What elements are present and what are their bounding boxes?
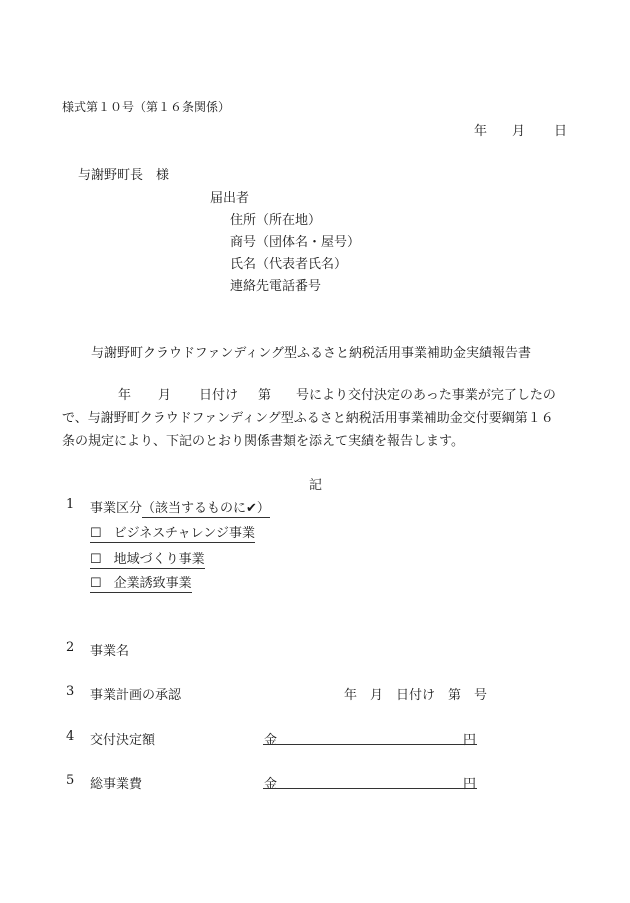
item4-label: 交付決定額 xyxy=(90,733,156,748)
item5-kin: 金 xyxy=(264,777,278,792)
item5-number: 5 xyxy=(66,773,75,788)
body-day: 日付け xyxy=(199,388,239,403)
applicant-label: 届出者 xyxy=(210,191,250,206)
category-community[interactable] xyxy=(90,548,205,567)
body-no-prefix: 第 xyxy=(258,388,272,403)
applicant-address: 住所（所在地） xyxy=(230,213,322,228)
applicant-trade-name: 商号（団体名・屋号） xyxy=(230,235,361,250)
item3-label: 事業計画の承認 xyxy=(90,688,182,703)
checkbox-icon[interactable]: ☐ xyxy=(90,552,102,567)
date-day: 日 xyxy=(554,124,568,139)
item5-label: 総事業費 xyxy=(90,777,143,792)
body-line3: 条の規定により、下記のとおり関係書類を添えて実績を報告します。 xyxy=(62,434,464,449)
item4-kin: 金 xyxy=(264,733,278,748)
item5-amount-line[interactable] xyxy=(263,788,477,789)
item1-label-text: 事業区分 xyxy=(90,501,143,516)
category-row xyxy=(90,526,255,543)
item2-label: 事業名 xyxy=(90,644,130,659)
item1-note: （該当するものに✔） xyxy=(142,501,270,516)
category-business-challenge[interactable] xyxy=(90,522,255,541)
body-line2: で、与謝野町クラウドファンディング型ふるさと納税活用事業補助金交付要綱第１６ xyxy=(62,411,554,426)
item2-number: 2 xyxy=(66,640,75,655)
category-label: ビジネスチャレンジ事業 xyxy=(113,526,255,541)
category-row xyxy=(90,552,205,569)
document-title: 与謝野町クラウドファンディング型ふるさと納税活用事業補助金実績報告書 xyxy=(91,346,532,361)
item1-label xyxy=(90,497,270,516)
date-month: 月 xyxy=(512,124,526,139)
item3-date-text: 年 月 日付け 第 号 xyxy=(344,688,488,703)
date-year: 年 xyxy=(474,124,488,139)
addressee: 与謝野町長 様 xyxy=(78,168,170,183)
body-line1: 号により交付決定のあった事業が完了したの xyxy=(296,388,556,403)
applicant-name: 氏名（代表者氏名） xyxy=(230,257,348,272)
applicant-phone: 連絡先電話番号 xyxy=(230,279,322,294)
item4-yen: 円 xyxy=(463,733,477,748)
checkbox-icon[interactable]: ☐ xyxy=(90,576,102,591)
ki-heading: 記 xyxy=(309,478,323,493)
form-number: 様式第１０号（第１６条関係） xyxy=(62,100,231,114)
item4-amount-line[interactable] xyxy=(263,744,477,745)
body-month: 月 xyxy=(158,388,172,403)
item5-yen: 円 xyxy=(463,777,477,792)
category-business-attraction[interactable] xyxy=(90,572,192,591)
item4-number: 4 xyxy=(66,729,75,744)
category-label: 地域づくり事業 xyxy=(113,552,205,567)
checkbox-icon[interactable]: ☐ xyxy=(90,526,102,541)
category-row xyxy=(90,576,192,593)
body-year: 年 xyxy=(118,388,132,403)
item1-number: 1 xyxy=(66,497,75,512)
item3-number: 3 xyxy=(66,684,75,699)
category-label: 企業誘致事業 xyxy=(113,576,192,591)
